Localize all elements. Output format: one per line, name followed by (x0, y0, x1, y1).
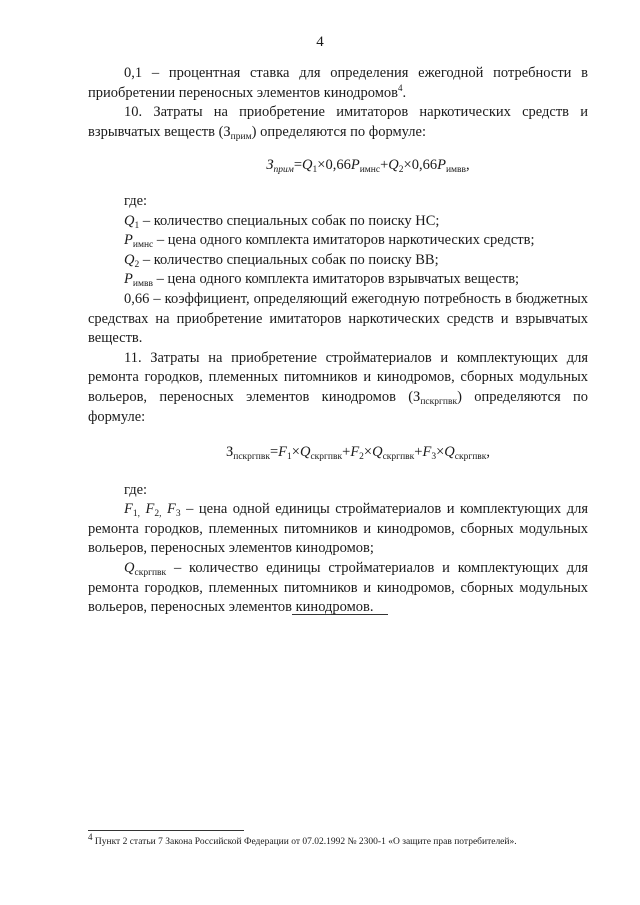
formula-imitators: $З_{прим}=Q_1\times 0,66P_{имнс}+Q_2\times 0,66P_{имвв}$, (266, 157, 470, 176)
definition-f-prices: $F_{1,}$ $F_{2,}$ $F_3$ – цена одной единицы стройматериалов и комплектующих для ремонта городков, племенных питомников и кинодромов, сборных модульных вольеров, переносных элементов кинодромов; (88, 501, 588, 557)
footnote-ref: 4 (397, 82, 403, 93)
document-body (88, 64, 588, 618)
footnote-divider (88, 830, 244, 831)
paragraph-rate: 0,1 – процентная ставка для определения ежегодной потребности в приобретении переносных элементов кинодромов$^4$. (88, 65, 588, 101)
definition-p-imvv: $P_{имвв}$ – цена одного комплекта имитаторов взрывчатых веществ; (124, 271, 520, 290)
definition-q1: $Q_1$ – количество специальных собак по поиску НС; (124, 212, 440, 231)
where-label-1: где: (124, 192, 148, 209)
definition-q2: $Q_2$ – количество специальных собак по поиску ВВ; (124, 251, 439, 270)
footnote-mark: 4 (88, 831, 93, 842)
where-label-2: где: (124, 481, 148, 498)
formula-materials: $З_{пскргпвк}=F_1\times Q_{скргпвк}+F_2\times Q_{скргпвк}+F_3\times Q_{скргпвк}$, (225, 444, 491, 463)
page-number: 4 (316, 34, 324, 50)
definition-p-imns: $P_{имнс}$ – цена одного комплекта имитаторов наркотических средств; (124, 232, 535, 251)
paragraph-10: 10. Затраты на приобретение имитаторов наркотических средств и взрывчатых веществ $(З_{прим})$ определяются по формуле: (88, 104, 588, 142)
definition-coefficient: 0,66 – коэффициент, определяющий ежегодную потребность в бюджетных средствах на приобретение имитаторов наркотических средств и взрывчатых веществ. (88, 290, 588, 347)
definition-q-materials: $Q_{скргпвк}$ – количество единицы стройматериалов и комплектующих для ремонта городков, племенных питомников и кинодромов, сборных модульных вольеров, переносных элементов кинодромов. (88, 560, 588, 616)
paragraph-11: 11. Затраты на приобретение стройматериалов и комплектующих для ремонта городков, племенных питомников и кинодромов, сборных модульных вольеров, переносных элементов кинодромов $(З_{пскргпвк})$ определяются по формуле: (88, 349, 588, 425)
footnote: $^4$ Пункт 2 статьи 7 Закона Российской Федерации от 07.02.1992 № 2300-1 «О защите прав потребителей». (88, 831, 517, 847)
end-divider (292, 614, 388, 615)
